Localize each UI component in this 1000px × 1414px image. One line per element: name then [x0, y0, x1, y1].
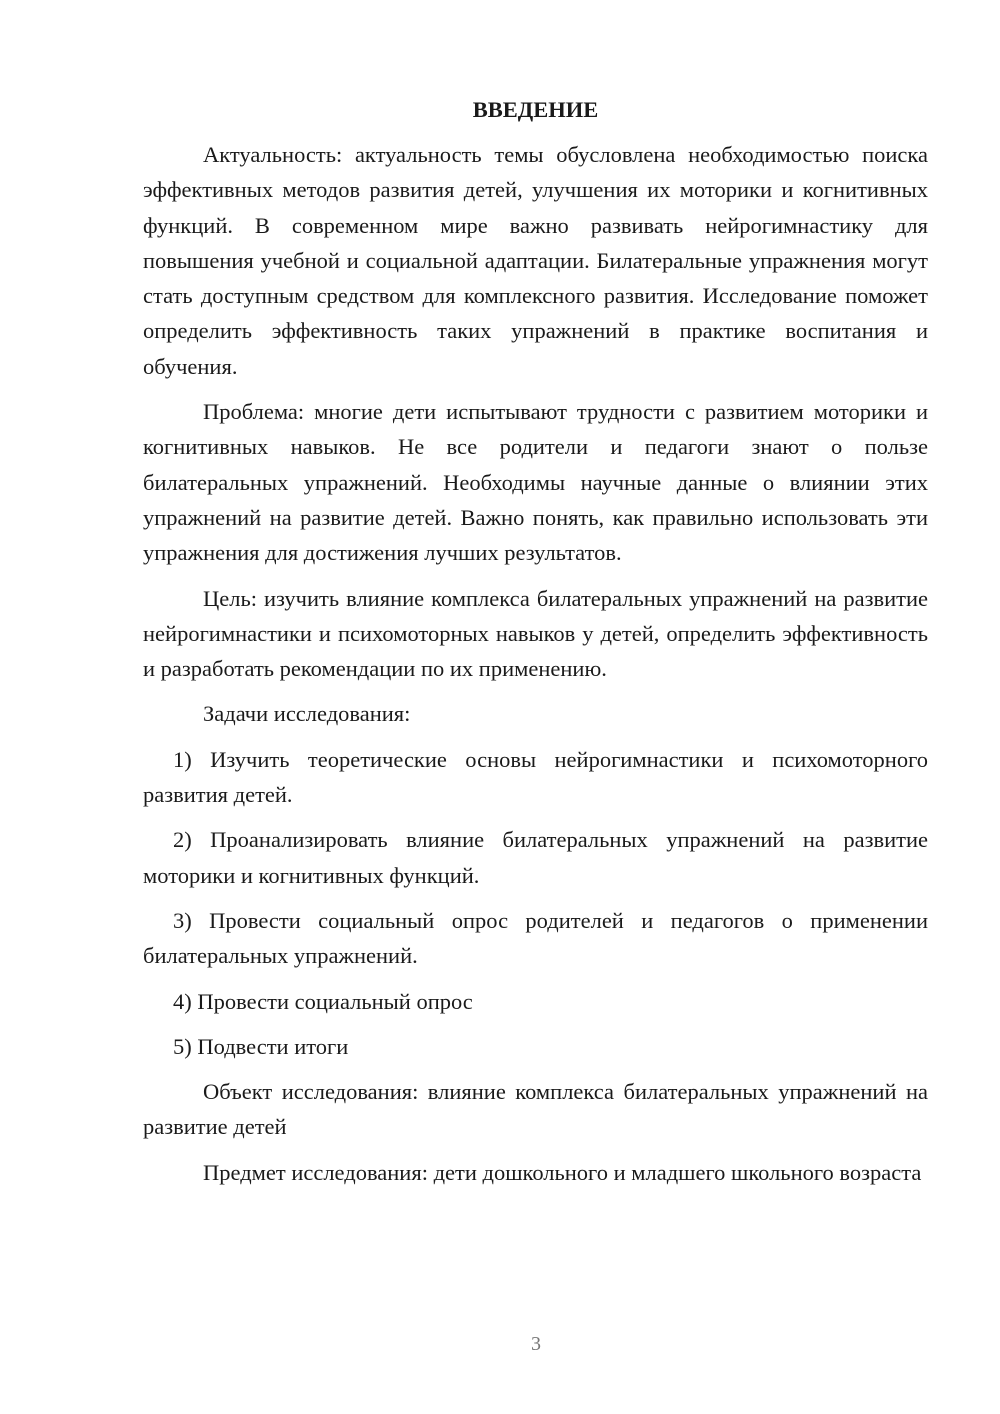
task-item-2: 2) Проанализировать влияние билатеральных упражнений на развитие моторики и когнитивных функций.: [143, 827, 928, 888]
task-item-1: 1) Изучить теоретические основы нейрогимнастики и психомоторного развития детей.: [143, 746, 928, 808]
problem-paragraph: Проблема: многие дети испытывают трудности с развитием моторики и когнитивных навыков. Не все родители и педагоги знают о пользе билатеральных упражнений. Необходимы научные данные о влиянии этих упражнений на развитие детей. Важно понять, как правильно использовать эти упражнения для достижения лучших результатов.: [143, 399, 928, 566]
page-number: 3: [531, 1333, 541, 1355]
task-item-5: 5) Подвести итоги: [173, 1033, 349, 1059]
goal-paragraph: Цель: изучить влияние комплекса билатеральных упражнений на развитие нейрогимнастики и психомоторных навыков у детей, определить эффективность и разработать рекомендации по их применению.: [143, 585, 928, 682]
task-item-3: 3) Провести социальный опрос родителей и педагогов о применении билатеральных упражнений.: [143, 907, 928, 969]
object-paragraph: Объект исследования: влияние комплекса билатеральных упражнений на развитие детей: [143, 1079, 928, 1140]
subject-paragraph: Предмет исследования: дети дошкольного и младшего школьного возраста: [203, 1159, 922, 1185]
task-item-4: 4) Провести социальный опрос: [173, 988, 473, 1014]
section-title: ВВЕДЕНИЕ: [472, 97, 599, 122]
tasks-heading: Задачи исследования:: [203, 701, 411, 727]
page-content: [143, 92, 928, 1200]
relevance-paragraph: Актуальность: актуальность темы обусловлена необходимостью поиска эффективных методов развития детей, улучшения их моторики и когнитивных функций. В современном мире важно развивать нейрогимнастику для повышения учебной и социальной адаптации. Билатеральные упражнения могут стать доступным средством для комплексного развития. Исследование поможет определить эффективность таких упражнений в практике воспитания и обучения.: [143, 142, 928, 379]
